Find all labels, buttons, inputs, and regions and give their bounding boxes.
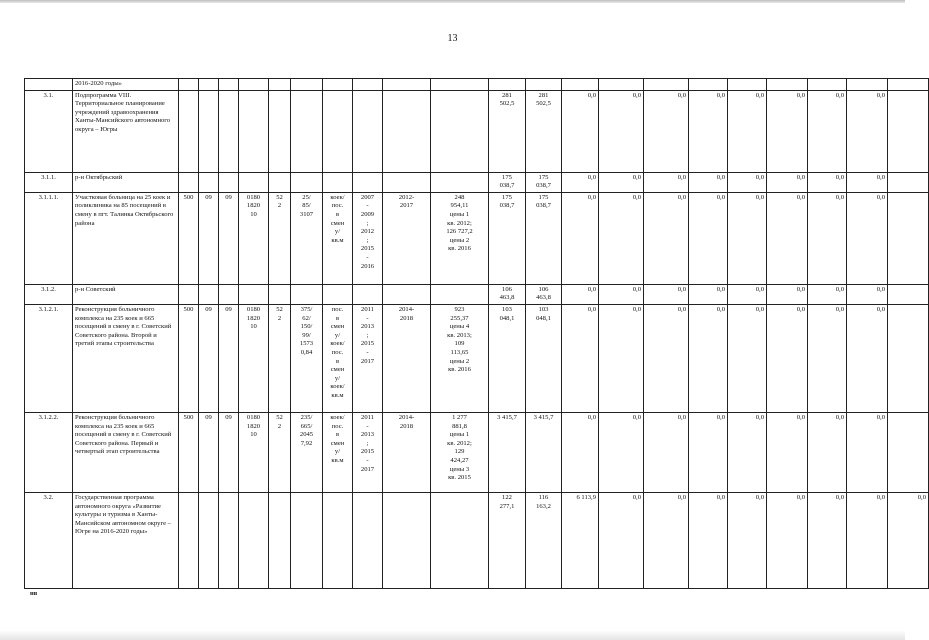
col-capacity xyxy=(291,172,323,192)
table-row xyxy=(25,172,929,192)
col-deadline: 2014- 2018 xyxy=(383,304,431,412)
col-pr: 09 xyxy=(219,304,239,412)
col-unit: пос. в смен у/ коек/ пос. в смен у/ коек/ кв.м xyxy=(323,304,353,412)
col-deadline xyxy=(383,284,431,304)
col-cost: 923 255,37 цены 4 кв. 2013; 109 113,65 цены 2 кв. 2016 xyxy=(431,304,489,412)
budget-table xyxy=(24,78,929,589)
col-capacity: 375/ 62/ 150/ 99/ 1573 0,84 xyxy=(291,304,323,412)
col-cost xyxy=(431,284,489,304)
col-year-6: 0,0 xyxy=(728,412,767,492)
col-total: 106 463,8 xyxy=(489,284,526,304)
row-code: 3.2. xyxy=(25,492,73,588)
col-year-7: 0,0 xyxy=(767,412,808,492)
col-year-9: 0,0 xyxy=(847,412,888,492)
col-total: 175 038,7 xyxy=(489,172,526,192)
col-csr xyxy=(239,172,269,192)
col-year-2: 0,0 xyxy=(562,304,599,412)
col-year-8: 0,0 xyxy=(808,284,847,304)
col-total: 103 048,1 xyxy=(489,304,526,412)
row-name: Реконструкция больничного комплекса на 235 коек и 665 посещений в смену в г. Советский Советского района. Второй и третий этапы строительства xyxy=(73,304,179,412)
col-year-3: 0,0 xyxy=(599,284,644,304)
col-year-9: 0,0 xyxy=(847,192,888,284)
col-csr xyxy=(239,284,269,304)
col-year-8: 0,0 xyxy=(808,172,847,192)
col-year-4: 0,0 xyxy=(644,304,689,412)
col-vr xyxy=(269,284,291,304)
col-year-7: 0,0 xyxy=(767,284,808,304)
row-name: Реконструкция больничного комплекса на 235 коек и 665 посещений в смену в г. Советский Советского района. Первый и четвертый этап строительства xyxy=(73,412,179,492)
table-row xyxy=(25,79,929,91)
col-csr xyxy=(239,90,269,172)
col-rz xyxy=(199,90,219,172)
col-capacity xyxy=(291,284,323,304)
col-deadline xyxy=(383,90,431,172)
col-period xyxy=(353,90,383,172)
col-year-10 xyxy=(888,172,929,192)
col-rz: 09 xyxy=(199,192,219,284)
col-pr xyxy=(219,90,239,172)
col-period: 2011 - 2013 ; 2015 - 2017 xyxy=(353,412,383,492)
col-cost: 1 277 881,8 цены 1 кв. 2012; 129 424,27 цены 3 кв. 2015 xyxy=(431,412,489,492)
col-kvsr: 500 xyxy=(179,192,199,284)
row-code: 3.1.2.2. xyxy=(25,412,73,492)
col-rz: 09 xyxy=(199,304,219,412)
col-year-7: 0,0 xyxy=(767,192,808,284)
col-unit xyxy=(323,172,353,192)
col-unit xyxy=(323,284,353,304)
col-cost xyxy=(431,172,489,192)
col-year-1: 3 415,7 xyxy=(526,412,562,492)
col-unit: коек/ пос. в смен у/ кв.м xyxy=(323,192,353,284)
col-rz xyxy=(199,172,219,192)
col-period: 2007 - 2009 ; 2012 ; 2015 - 2016 xyxy=(353,192,383,284)
col-capacity: 235/ 665/ 2045 7,92 xyxy=(291,412,323,492)
col-period: 2011 - 2013 ; 2015 - 2017 xyxy=(353,304,383,412)
col-year-5 xyxy=(689,79,728,91)
col-year-10 xyxy=(888,79,929,91)
col-csr xyxy=(239,492,269,588)
col-year-4: 0,0 xyxy=(644,192,689,284)
col-year-10 xyxy=(888,304,929,412)
col-year-1: 116 163,2 xyxy=(526,492,562,588)
col-year-6: 0,0 xyxy=(728,284,767,304)
col-kvsr: 500 xyxy=(179,412,199,492)
col-period xyxy=(353,172,383,192)
col-year-4 xyxy=(644,79,689,91)
col-deadline: 2014- 2018 xyxy=(383,412,431,492)
col-capacity: 25/ 85/ 3107 xyxy=(291,192,323,284)
col-year-2: 0,0 xyxy=(562,90,599,172)
col-year-3 xyxy=(599,79,644,91)
col-year-8: 0,0 xyxy=(808,492,847,588)
col-year-3: 0,0 xyxy=(599,192,644,284)
col-total xyxy=(489,79,526,91)
col-total: 175 038,7 xyxy=(489,192,526,284)
col-year-7: 0,0 xyxy=(767,90,808,172)
col-total: 3 415,7 xyxy=(489,412,526,492)
col-year-9: 0,0 xyxy=(847,492,888,588)
col-year-2: 6 113,9 xyxy=(562,492,599,588)
col-cost xyxy=(431,492,489,588)
col-year-6: 0,0 xyxy=(728,172,767,192)
col-year-10 xyxy=(888,192,929,284)
col-period xyxy=(353,79,383,91)
col-year-5: 0,0 xyxy=(689,492,728,588)
col-total: 281 502,5 xyxy=(489,90,526,172)
col-csr: 0180 1820 10 xyxy=(239,304,269,412)
col-year-3: 0,0 xyxy=(599,304,644,412)
col-year-2: 0,0 xyxy=(562,284,599,304)
col-kvsr xyxy=(179,284,199,304)
col-year-6 xyxy=(728,79,767,91)
col-year-9: 0,0 xyxy=(847,304,888,412)
col-vr xyxy=(269,79,291,91)
table-row xyxy=(25,90,929,172)
col-pr xyxy=(219,492,239,588)
col-year-4: 0,0 xyxy=(644,412,689,492)
col-capacity xyxy=(291,492,323,588)
col-year-4: 0,0 xyxy=(644,284,689,304)
col-cost xyxy=(431,90,489,172)
row-name: р-н Советский xyxy=(73,284,179,304)
row-name: 2016-2020 годы» xyxy=(73,79,179,91)
col-year-5: 0,0 xyxy=(689,284,728,304)
col-capacity xyxy=(291,90,323,172)
table-row xyxy=(25,304,929,412)
col-unit: коек/ пос. в смен у/ кв.м xyxy=(323,412,353,492)
col-rz xyxy=(199,492,219,588)
col-year-6: 0,0 xyxy=(728,90,767,172)
col-deadline: 2012- 2017 xyxy=(383,192,431,284)
col-year-8: 0,0 xyxy=(808,90,847,172)
col-vr: 52 2 xyxy=(269,412,291,492)
col-pr xyxy=(219,79,239,91)
col-year-2 xyxy=(562,79,599,91)
col-year-7: 0,0 xyxy=(767,172,808,192)
col-year-9: 0,0 xyxy=(847,172,888,192)
row-name: р-н Октябрьский xyxy=(73,172,179,192)
col-year-5: 0,0 xyxy=(689,172,728,192)
scan-edge-bottom xyxy=(0,630,905,640)
col-csr: 0180 1820 10 xyxy=(239,192,269,284)
col-kvsr xyxy=(179,90,199,172)
col-rz xyxy=(199,284,219,304)
col-period xyxy=(353,492,383,588)
col-year-1: 281 502,5 xyxy=(526,90,562,172)
col-year-7: 0,0 xyxy=(767,492,808,588)
row-code: 3.1.1. xyxy=(25,172,73,192)
col-year-1: 175 038,7 xyxy=(526,192,562,284)
col-unit xyxy=(323,492,353,588)
col-deadline xyxy=(383,172,431,192)
col-unit xyxy=(323,90,353,172)
col-year-2: 0,0 xyxy=(562,412,599,492)
col-year-1: 175 038,7 xyxy=(526,172,562,192)
col-year-6: 0,0 xyxy=(728,304,767,412)
row-code: 3.1.2.1. xyxy=(25,304,73,412)
col-pr: 09 xyxy=(219,192,239,284)
col-csr xyxy=(239,79,269,91)
col-year-7 xyxy=(767,79,808,91)
col-year-2: 0,0 xyxy=(562,172,599,192)
col-deadline xyxy=(383,492,431,588)
col-vr xyxy=(269,172,291,192)
col-unit xyxy=(323,79,353,91)
col-vr xyxy=(269,492,291,588)
col-year-10 xyxy=(888,412,929,492)
scan-edge-top xyxy=(0,0,905,3)
col-kvsr: 500 xyxy=(179,304,199,412)
col-year-8: 0,0 xyxy=(808,304,847,412)
col-year-3: 0,0 xyxy=(599,90,644,172)
col-year-3: 0,0 xyxy=(599,172,644,192)
col-year-6: 0,0 xyxy=(728,492,767,588)
row-name: Участковая больница на 25 коек и поликлиника на 85 посещений в смену в пгт. Талинка Октябрьского района xyxy=(73,192,179,284)
col-deadline xyxy=(383,79,431,91)
page-number: 13 xyxy=(447,33,458,44)
col-year-9: 0,0 xyxy=(847,284,888,304)
col-total: 122 277,1 xyxy=(489,492,526,588)
col-year-4: 0,0 xyxy=(644,492,689,588)
col-year-2: 0,0 xyxy=(562,192,599,284)
col-year-6: 0,0 xyxy=(728,192,767,284)
col-pr: 09 xyxy=(219,412,239,492)
col-year-4: 0,0 xyxy=(644,172,689,192)
col-year-1: 106 463,8 xyxy=(526,284,562,304)
row-name: Подпрограмма VIII. Территориальное планирование учреждений здравоохранения Ханты-Мансийского автономного округа – Югры xyxy=(73,90,179,172)
col-year-9: 0,0 xyxy=(847,90,888,172)
col-capacity xyxy=(291,79,323,91)
col-year-3: 0,0 xyxy=(599,492,644,588)
footer-mark: нв xyxy=(30,590,38,597)
col-year-9 xyxy=(847,79,888,91)
row-code: 3.1.2. xyxy=(25,284,73,304)
col-year-7: 0,0 xyxy=(767,304,808,412)
col-csr: 0180 1820 10 xyxy=(239,412,269,492)
col-year-8: 0,0 xyxy=(808,192,847,284)
col-year-4: 0,0 xyxy=(644,90,689,172)
table-row xyxy=(25,412,929,492)
col-year-10: 0,0 xyxy=(888,492,929,588)
table-row xyxy=(25,192,929,284)
col-year-8: 0,0 xyxy=(808,412,847,492)
col-year-1 xyxy=(526,79,562,91)
col-kvsr xyxy=(179,172,199,192)
row-code: 3.1.1.1. xyxy=(25,192,73,284)
col-vr: 52 2 xyxy=(269,304,291,412)
col-kvsr xyxy=(179,492,199,588)
col-cost: 248 954,11 цены 1 кв. 2012; 126 727,2 цены 2 кв. 2016 xyxy=(431,192,489,284)
col-kvsr xyxy=(179,79,199,91)
col-year-5: 0,0 xyxy=(689,90,728,172)
row-code: 3.1. xyxy=(25,90,73,172)
col-year-5: 0,0 xyxy=(689,304,728,412)
col-year-8 xyxy=(808,79,847,91)
col-pr xyxy=(219,172,239,192)
col-vr xyxy=(269,90,291,172)
col-year-10 xyxy=(888,90,929,172)
table-row xyxy=(25,492,929,588)
col-rz: 09 xyxy=(199,412,219,492)
col-year-1: 103 048,1 xyxy=(526,304,562,412)
col-year-5: 0,0 xyxy=(689,412,728,492)
col-period xyxy=(353,284,383,304)
row-name: Государственная программа автономного округа «Развитие культуры и туризма в Ханты-Мансийском автономном округе – Югре на 2016-2020 годы» xyxy=(73,492,179,588)
col-rz xyxy=(199,79,219,91)
col-pr xyxy=(219,284,239,304)
col-year-3: 0,0 xyxy=(599,412,644,492)
row-code xyxy=(25,79,73,91)
table-row xyxy=(25,284,929,304)
col-year-10 xyxy=(888,284,929,304)
col-cost xyxy=(431,79,489,91)
col-vr: 52 2 xyxy=(269,192,291,284)
col-year-5: 0,0 xyxy=(689,192,728,284)
